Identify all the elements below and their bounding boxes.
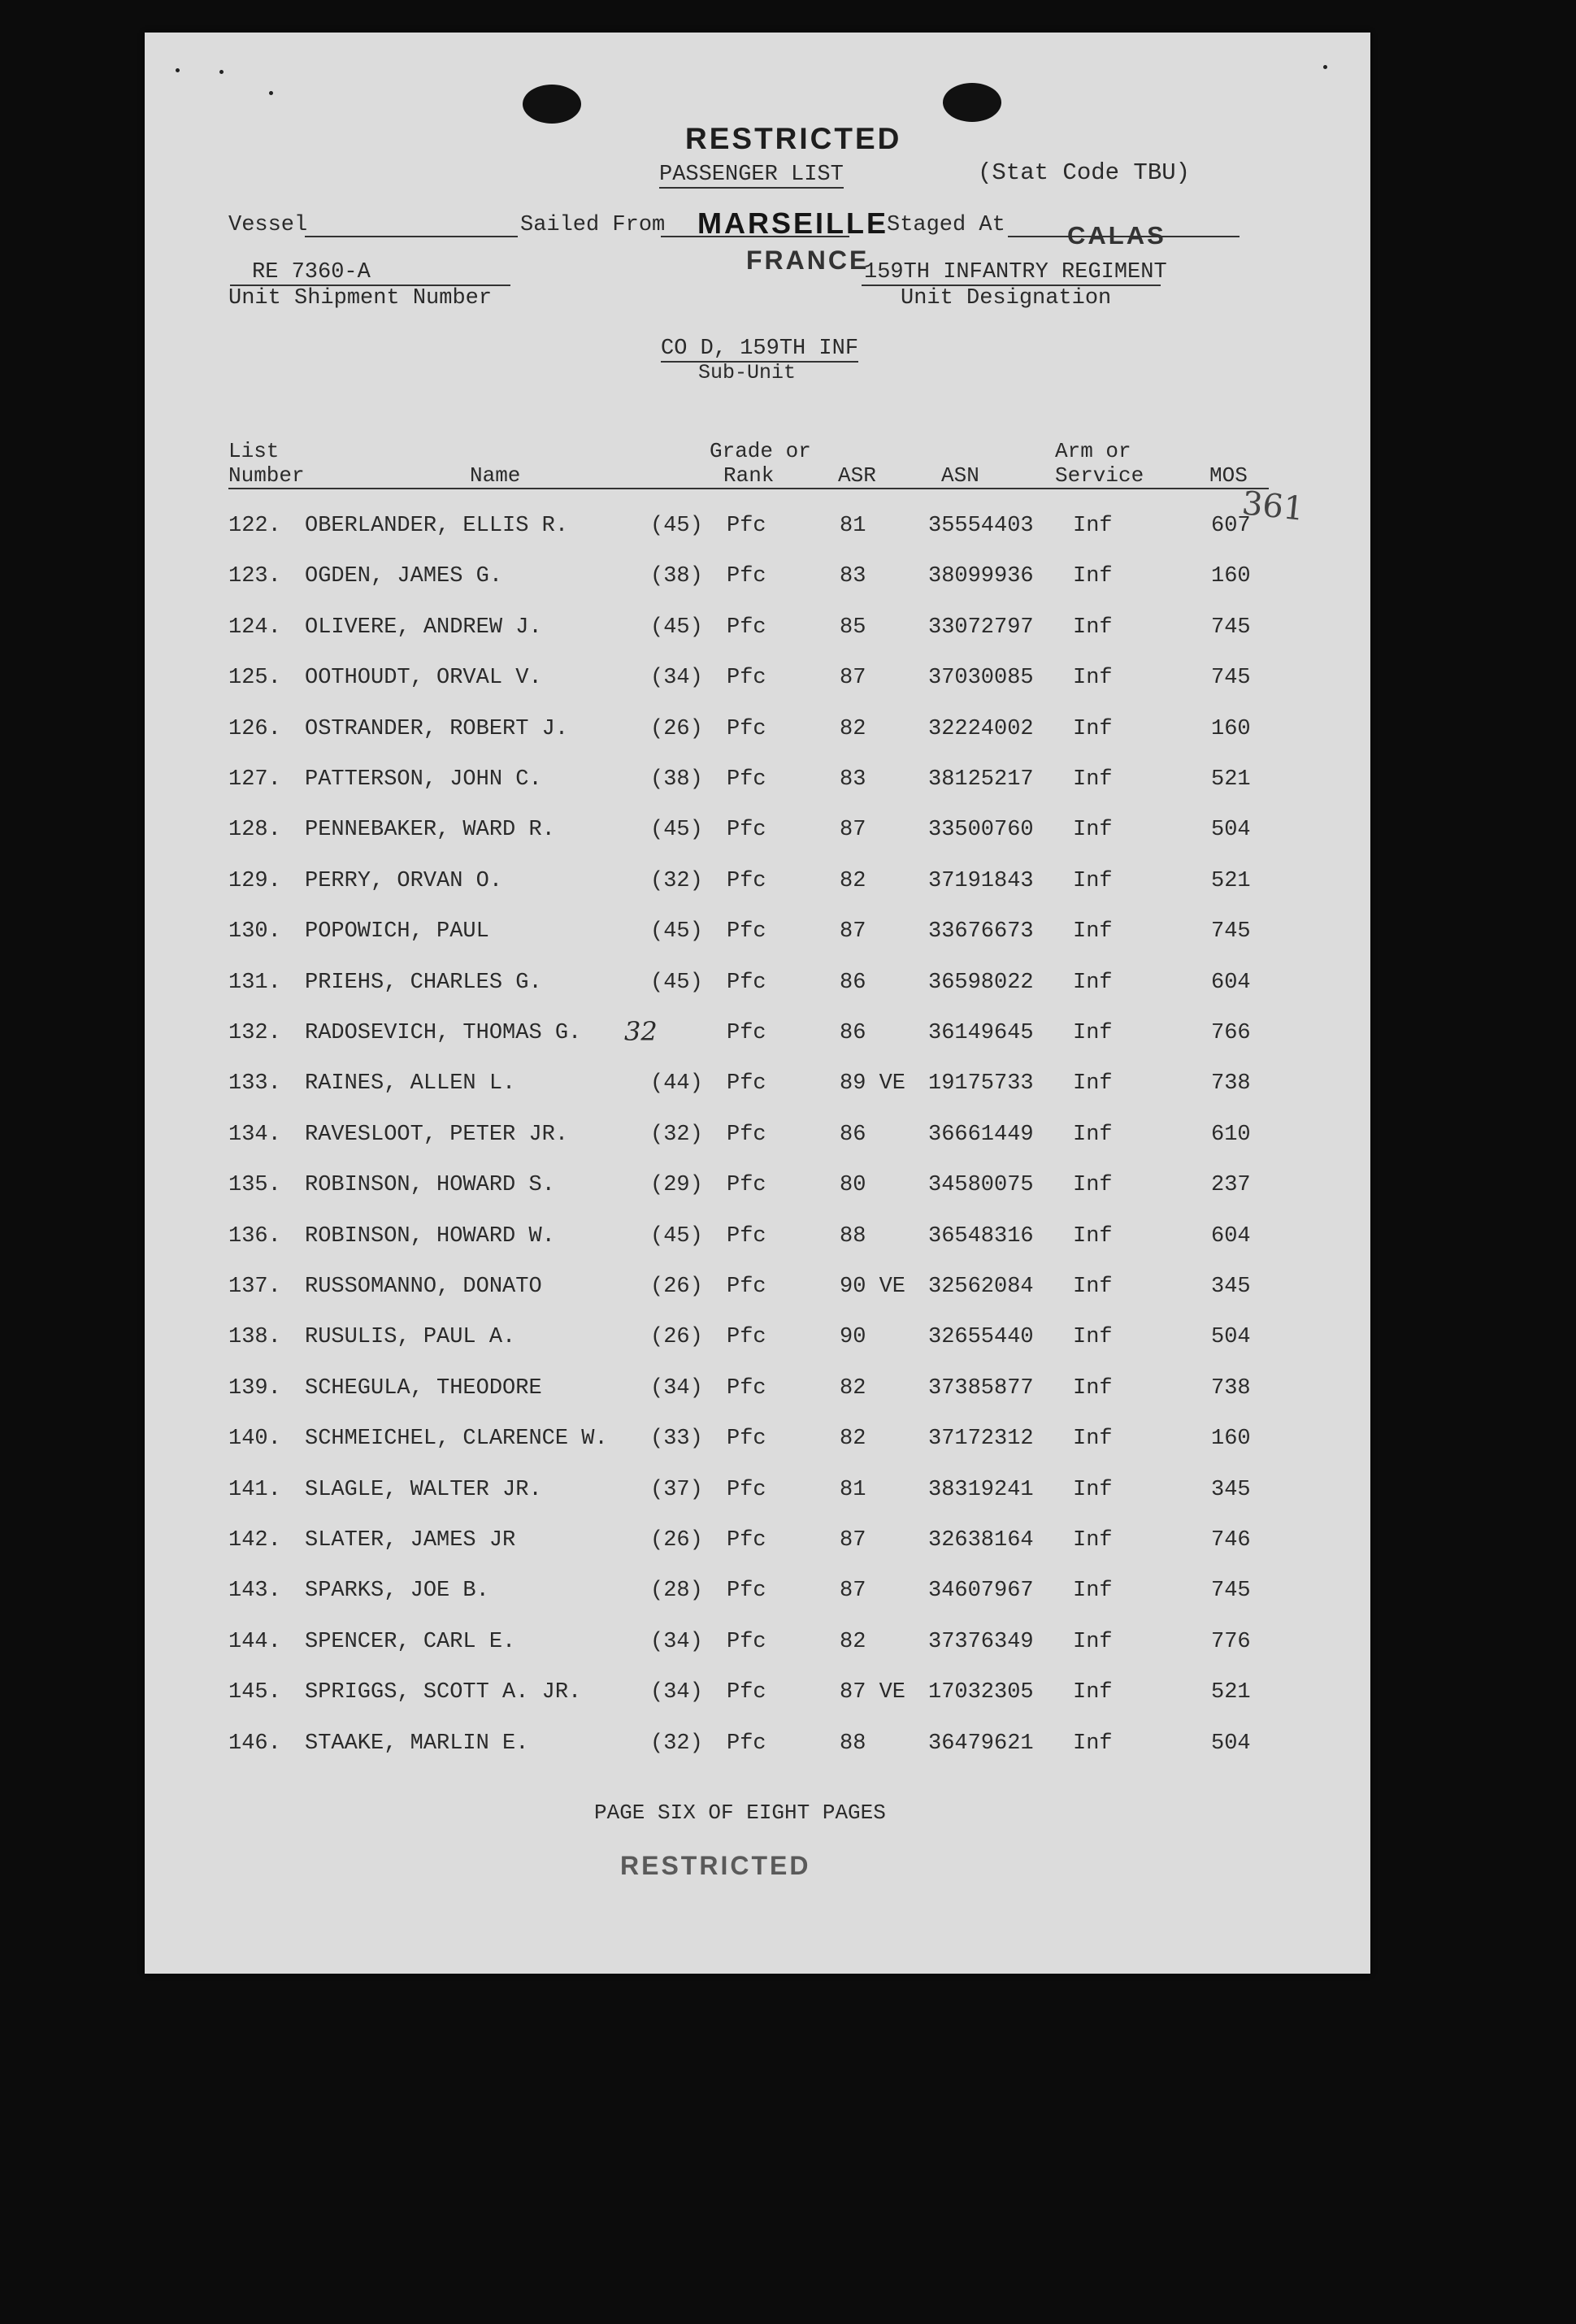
passenger-asn: 33676673 (928, 919, 1034, 945)
passenger-rank: Pfc (727, 1275, 766, 1299)
passenger-name: SPRIGGS, SCOTT A. JR. (305, 1680, 582, 1705)
passenger-arm: Inf (1073, 868, 1113, 893)
list-number: 139. (228, 1375, 281, 1401)
column-header-asn: ASN (941, 463, 979, 488)
passenger-rank: Pfc (727, 514, 766, 538)
stamped-page-number: 361 (1240, 484, 1306, 528)
passenger-arm: Inf (1073, 1021, 1113, 1045)
passenger-rank: Pfc (727, 970, 766, 995)
table-row (145, 1376, 1370, 1409)
list-number: 126. (228, 716, 281, 741)
passenger-age: (26) (650, 1275, 703, 1299)
vessel-field-line (305, 236, 518, 237)
table-row (145, 514, 1370, 546)
passenger-name: SCHEGULA, THEODORE (305, 1375, 542, 1401)
passenger-mos: 521 (1211, 1680, 1251, 1705)
passenger-rank: Pfc (727, 868, 766, 893)
passenger-rank: Pfc (727, 1680, 766, 1705)
passenger-asn: 33072797 (928, 615, 1034, 640)
passenger-mos: 776 (1211, 1629, 1251, 1654)
list-number: 146. (228, 1731, 281, 1756)
passenger-asr: 87 (840, 919, 866, 945)
passenger-mos: 746 (1211, 1528, 1251, 1553)
list-number: 124. (228, 615, 281, 640)
list-number: 134. (228, 1122, 281, 1147)
passenger-asn: 32655440 (928, 1325, 1034, 1350)
passenger-asr: 87 (840, 666, 866, 691)
passenger-name: PERRY, ORVAN O. (305, 868, 503, 893)
passenger-age: (26) (650, 1325, 703, 1350)
passenger-asr: 89 VE (840, 1071, 906, 1097)
list-number: 129. (228, 868, 281, 893)
passenger-arm: Inf (1073, 1477, 1113, 1502)
table-row (145, 1173, 1370, 1205)
passenger-name: OBERLANDER, ELLIS R. (305, 514, 569, 538)
list-number: 123. (228, 564, 281, 589)
passenger-name: ROBINSON, HOWARD W. (305, 1223, 555, 1249)
table-row (145, 1427, 1370, 1459)
passenger-asn: 17032305 (928, 1680, 1034, 1705)
speck (176, 68, 180, 72)
passenger-mos: 160 (1211, 716, 1251, 741)
passenger-name: SLATER, JAMES JR (305, 1528, 516, 1553)
table-row (145, 666, 1370, 698)
stat-code: (Stat Code TBU) (978, 159, 1191, 186)
passenger-age: (38) (650, 767, 703, 792)
passenger-rank: Pfc (727, 1071, 766, 1097)
column-header-asr: ASR (838, 463, 876, 488)
list-number: 135. (228, 1173, 281, 1198)
passenger-name: SPENCER, CARL E. (305, 1629, 516, 1654)
column-header-grade-2: Rank (723, 463, 775, 488)
passenger-name: RAINES, ALLEN L. (305, 1071, 516, 1097)
passenger-age: (45) (650, 514, 703, 538)
passenger-age: (32) (650, 1731, 703, 1756)
unit-shipment-label: Unit Shipment Number (228, 286, 493, 311)
passenger-rank: Pfc (727, 615, 766, 640)
passenger-arm: Inf (1073, 1579, 1113, 1604)
column-header-arm-2: Service (1055, 463, 1144, 488)
passenger-asr: 90 VE (840, 1275, 906, 1299)
passenger-rank: Pfc (727, 1223, 766, 1249)
column-header-grade-1: Grade or (710, 439, 811, 463)
passenger-asn: 35554403 (928, 514, 1034, 538)
list-number: 141. (228, 1477, 281, 1502)
passenger-rank: Pfc (727, 1375, 766, 1401)
passenger-mos: 766 (1211, 1021, 1251, 1045)
passenger-mos: 607 (1211, 514, 1251, 538)
passenger-name: OSTRANDER, ROBERT J. (305, 716, 569, 741)
column-header-list-number-1: List (228, 439, 280, 463)
passenger-arm: Inf (1073, 716, 1113, 741)
passenger-rank: Pfc (727, 1579, 766, 1604)
table-row (145, 869, 1370, 901)
passenger-name: OGDEN, JAMES G. (305, 564, 503, 589)
passenger-asr: 82 (840, 1375, 866, 1401)
table-row (145, 1630, 1370, 1662)
passenger-asn: 32638164 (928, 1528, 1034, 1553)
passenger-asn: 37191843 (928, 868, 1034, 893)
passenger-age: (45) (650, 615, 703, 640)
passenger-asr: 87 (840, 818, 866, 843)
passenger-age: (45) (650, 1223, 703, 1249)
passenger-name: RUSSOMANNO, DONATO (305, 1275, 542, 1299)
passenger-mos: 745 (1211, 666, 1251, 691)
unit-shipment-number: RE 7360-A (252, 260, 371, 285)
passenger-mos: 738 (1211, 1375, 1251, 1401)
passenger-asr: 87 (840, 1528, 866, 1553)
passenger-name: STAAKE, MARLIN E. (305, 1731, 529, 1756)
list-number: 130. (228, 919, 281, 945)
sub-unit-label: Sub-Unit (698, 361, 797, 384)
restricted-stamp-bottom: RESTRICTED (620, 1851, 811, 1880)
passenger-arm: Inf (1073, 514, 1113, 538)
passenger-asn: 36598022 (928, 970, 1034, 995)
passenger-list-page (145, 33, 1370, 1974)
passenger-rank: Pfc (727, 1325, 766, 1350)
passenger-asn: 38125217 (928, 767, 1034, 792)
column-header-list-number-2: Number (228, 463, 305, 488)
passenger-asr: 86 (840, 970, 866, 995)
passenger-age: (45) (650, 919, 703, 945)
passenger-name: ROBINSON, HOWARD S. (305, 1173, 555, 1198)
passenger-name: PENNEBAKER, WARD R. (305, 818, 555, 843)
passenger-age: (34) (650, 666, 703, 691)
passenger-asr: 82 (840, 716, 866, 741)
passenger-asr: 83 (840, 564, 866, 589)
speck (269, 91, 273, 95)
passenger-age: (29) (650, 1173, 703, 1198)
table-row (145, 1071, 1370, 1104)
passenger-asr: 85 (840, 615, 866, 640)
passenger-mos: 745 (1211, 615, 1251, 640)
passenger-name: OOTHOUDT, ORVAL V. (305, 666, 542, 691)
passenger-asn: 19175733 (928, 1071, 1034, 1097)
passenger-mos: 160 (1211, 564, 1251, 589)
restricted-stamp-top: RESTRICTED (685, 122, 902, 155)
passenger-asr: 86 (840, 1021, 866, 1045)
passenger-name: PRIEHS, CHARLES G. (305, 970, 542, 995)
page-footer-text: PAGE SIX OF EIGHT PAGES (594, 1801, 886, 1825)
passenger-mos: 504 (1211, 818, 1251, 843)
passenger-mos: 345 (1211, 1477, 1251, 1502)
passenger-mos: 237 (1211, 1173, 1251, 1198)
table-row (145, 971, 1370, 1003)
table-row (145, 1016, 1370, 1053)
passenger-asr: 88 (840, 1731, 866, 1756)
table-row (145, 1731, 1370, 1764)
passenger-age: (26) (650, 1528, 703, 1553)
passenger-asn: 37385877 (928, 1375, 1034, 1401)
column-header-mos: MOS (1209, 463, 1248, 488)
sailed-from-label: Sailed From (520, 213, 666, 237)
passenger-mos: 521 (1211, 767, 1251, 792)
list-number: 142. (228, 1528, 281, 1553)
table-row (145, 1275, 1370, 1307)
passenger-arm: Inf (1073, 1680, 1113, 1705)
passenger-name: RUSULIS, PAUL A. (305, 1325, 516, 1350)
passenger-asn: 36479621 (928, 1731, 1034, 1756)
passenger-age: (28) (650, 1579, 703, 1604)
table-row (145, 1478, 1370, 1510)
passenger-rank: Pfc (727, 919, 766, 945)
list-number: 136. (228, 1223, 281, 1249)
list-number: 137. (228, 1275, 281, 1299)
passenger-rank: Pfc (727, 1173, 766, 1198)
vessel-label: Vessel (228, 213, 308, 237)
passenger-arm: Inf (1073, 818, 1113, 843)
passenger-age: (38) (650, 564, 703, 589)
passenger-rank: Pfc (727, 564, 766, 589)
passenger-mos: 521 (1211, 868, 1251, 893)
passenger-rank: Pfc (727, 818, 766, 843)
passenger-asn: 34580075 (928, 1173, 1034, 1198)
passenger-asn: 33500760 (928, 818, 1034, 843)
table-row (145, 919, 1370, 952)
passenger-arm: Inf (1073, 1528, 1113, 1553)
punch-hole-left (523, 85, 581, 124)
sailed-from-country: FRANCE (746, 245, 870, 275)
passenger-arm: Inf (1073, 1731, 1113, 1756)
passenger-asn: 36548316 (928, 1223, 1034, 1249)
passenger-asr: 80 (840, 1173, 866, 1198)
list-number: 122. (228, 514, 281, 538)
passenger-rank: Pfc (727, 1122, 766, 1147)
unit-designation: 159TH INFANTRY REGIMENT (864, 260, 1167, 285)
speck (219, 70, 224, 74)
passenger-asr: 82 (840, 868, 866, 893)
passenger-mos: 738 (1211, 1071, 1251, 1097)
list-number: 143. (228, 1579, 281, 1604)
list-number: 144. (228, 1629, 281, 1654)
passenger-arm: Inf (1073, 1427, 1113, 1452)
passenger-asr: 87 VE (840, 1680, 906, 1705)
passenger-arm: Inf (1073, 1173, 1113, 1198)
passenger-asn: 37030085 (928, 666, 1034, 691)
table-row (145, 818, 1370, 850)
passenger-age: (32) (650, 1122, 703, 1147)
column-header-arm-1: Arm or (1055, 439, 1131, 463)
passenger-asn: 37172312 (928, 1427, 1034, 1452)
staged-at-label: Staged At (887, 213, 1005, 237)
passenger-asn: 38319241 (928, 1477, 1034, 1502)
passenger-arm: Inf (1073, 615, 1113, 640)
column-header-rule (228, 488, 1269, 489)
passenger-name: SLAGLE, WALTER JR. (305, 1477, 542, 1502)
passenger-age: (37) (650, 1477, 703, 1502)
passenger-age: (34) (650, 1680, 703, 1705)
passenger-rank: Pfc (727, 1021, 766, 1045)
passenger-arm: Inf (1073, 1375, 1113, 1401)
column-header-name: Name (470, 463, 521, 488)
table-row (145, 1680, 1370, 1713)
passenger-name: SPARKS, JOE B. (305, 1579, 489, 1604)
passenger-rank: Pfc (727, 1731, 766, 1756)
list-number: 127. (228, 767, 281, 792)
passenger-asr: 87 (840, 1579, 866, 1604)
passenger-arm: Inf (1073, 1325, 1113, 1350)
passenger-asn: 36661449 (928, 1122, 1034, 1147)
passenger-name: RAVESLOOT, PETER JR. (305, 1122, 569, 1147)
passenger-rank: Pfc (727, 666, 766, 691)
passenger-asn: 32562084 (928, 1275, 1034, 1299)
table-row (145, 767, 1370, 800)
passenger-name: SCHMEICHEL, CLARENCE W. (305, 1427, 608, 1452)
speck (1323, 65, 1327, 69)
passenger-asr: 86 (840, 1122, 866, 1147)
passenger-rank: Pfc (727, 1477, 766, 1502)
table-row (145, 1224, 1370, 1257)
passenger-asn: 32224002 (928, 716, 1034, 741)
passenger-age: (34) (650, 1629, 703, 1654)
passenger-mos: 345 (1211, 1275, 1251, 1299)
passenger-age: (45) (650, 818, 703, 843)
list-number: 128. (228, 818, 281, 843)
passenger-rank: Pfc (727, 1629, 766, 1654)
passenger-asr: 81 (840, 1477, 866, 1502)
passenger-name: PATTERSON, JOHN C. (305, 767, 542, 792)
passenger-arm: Inf (1073, 970, 1113, 995)
passenger-mos: 610 (1211, 1122, 1251, 1147)
passenger-asn: 34607967 (928, 1579, 1034, 1604)
list-number: 140. (228, 1427, 281, 1452)
passenger-arm: Inf (1073, 919, 1113, 945)
sailed-from-value: MARSEILLE (697, 206, 889, 240)
staged-at-value: CALAS (1067, 221, 1166, 250)
passenger-name: OLIVERE, ANDREW J. (305, 615, 542, 640)
passenger-age: (45) (650, 970, 703, 995)
passenger-asr: 82 (840, 1427, 866, 1452)
passenger-arm: Inf (1073, 1122, 1113, 1147)
passenger-rank: Pfc (727, 716, 766, 741)
table-row (145, 1528, 1370, 1561)
passenger-asr: 83 (840, 767, 866, 792)
passenger-age: (26) (650, 716, 703, 741)
passenger-arm: Inf (1073, 1071, 1113, 1097)
passenger-age: (44) (650, 1071, 703, 1097)
unit-designation-label: Unit Designation (901, 286, 1112, 311)
passenger-asn: 36149645 (928, 1021, 1034, 1045)
passenger-name: POPOWICH, PAUL (305, 919, 489, 945)
passenger-arm: Inf (1073, 1223, 1113, 1249)
table-row (145, 615, 1370, 648)
passenger-asr: 90 (840, 1325, 866, 1350)
passenger-asn: 38099936 (928, 564, 1034, 589)
passenger-arm: Inf (1073, 564, 1113, 589)
list-number: 132. (228, 1021, 281, 1045)
passenger-mos: 745 (1211, 919, 1251, 945)
passenger-mos: 604 (1211, 970, 1251, 995)
list-number: 125. (228, 666, 281, 691)
passenger-mos: 604 (1211, 1223, 1251, 1249)
passenger-asn: 37376349 (928, 1629, 1034, 1654)
punch-hole-right (943, 83, 1001, 122)
passenger-arm: Inf (1073, 767, 1113, 792)
list-number: 133. (228, 1071, 281, 1097)
passenger-rank: Pfc (727, 767, 766, 792)
passenger-age: (32) (650, 868, 703, 893)
passenger-mos: 504 (1211, 1325, 1251, 1350)
passenger-arm: Inf (1073, 666, 1113, 691)
passenger-age: (34) (650, 1375, 703, 1401)
passenger-age: 32 (624, 1016, 658, 1047)
list-number: 138. (228, 1325, 281, 1350)
passenger-asr: 88 (840, 1223, 866, 1249)
passenger-mos: 504 (1211, 1731, 1251, 1756)
table-row (145, 1579, 1370, 1611)
passenger-arm: Inf (1073, 1629, 1113, 1654)
table-row (145, 1123, 1370, 1155)
passenger-age: (33) (650, 1427, 703, 1452)
table-row (145, 1325, 1370, 1357)
passenger-mos: 745 (1211, 1579, 1251, 1604)
passenger-asr: 81 (840, 514, 866, 538)
passenger-arm: Inf (1073, 1275, 1113, 1299)
passenger-mos: 160 (1211, 1427, 1251, 1452)
document-title: PASSENGER LIST (659, 163, 844, 187)
passenger-asr: 82 (840, 1629, 866, 1654)
passenger-rank: Pfc (727, 1427, 766, 1452)
table-row (145, 717, 1370, 749)
passenger-rank: Pfc (727, 1528, 766, 1553)
passenger-name: RADOSEVICH, THOMAS G. (305, 1021, 582, 1045)
list-number: 145. (228, 1680, 281, 1705)
sub-unit: CO D, 159TH INF (661, 337, 859, 361)
table-row (145, 564, 1370, 597)
list-number: 131. (228, 970, 281, 995)
